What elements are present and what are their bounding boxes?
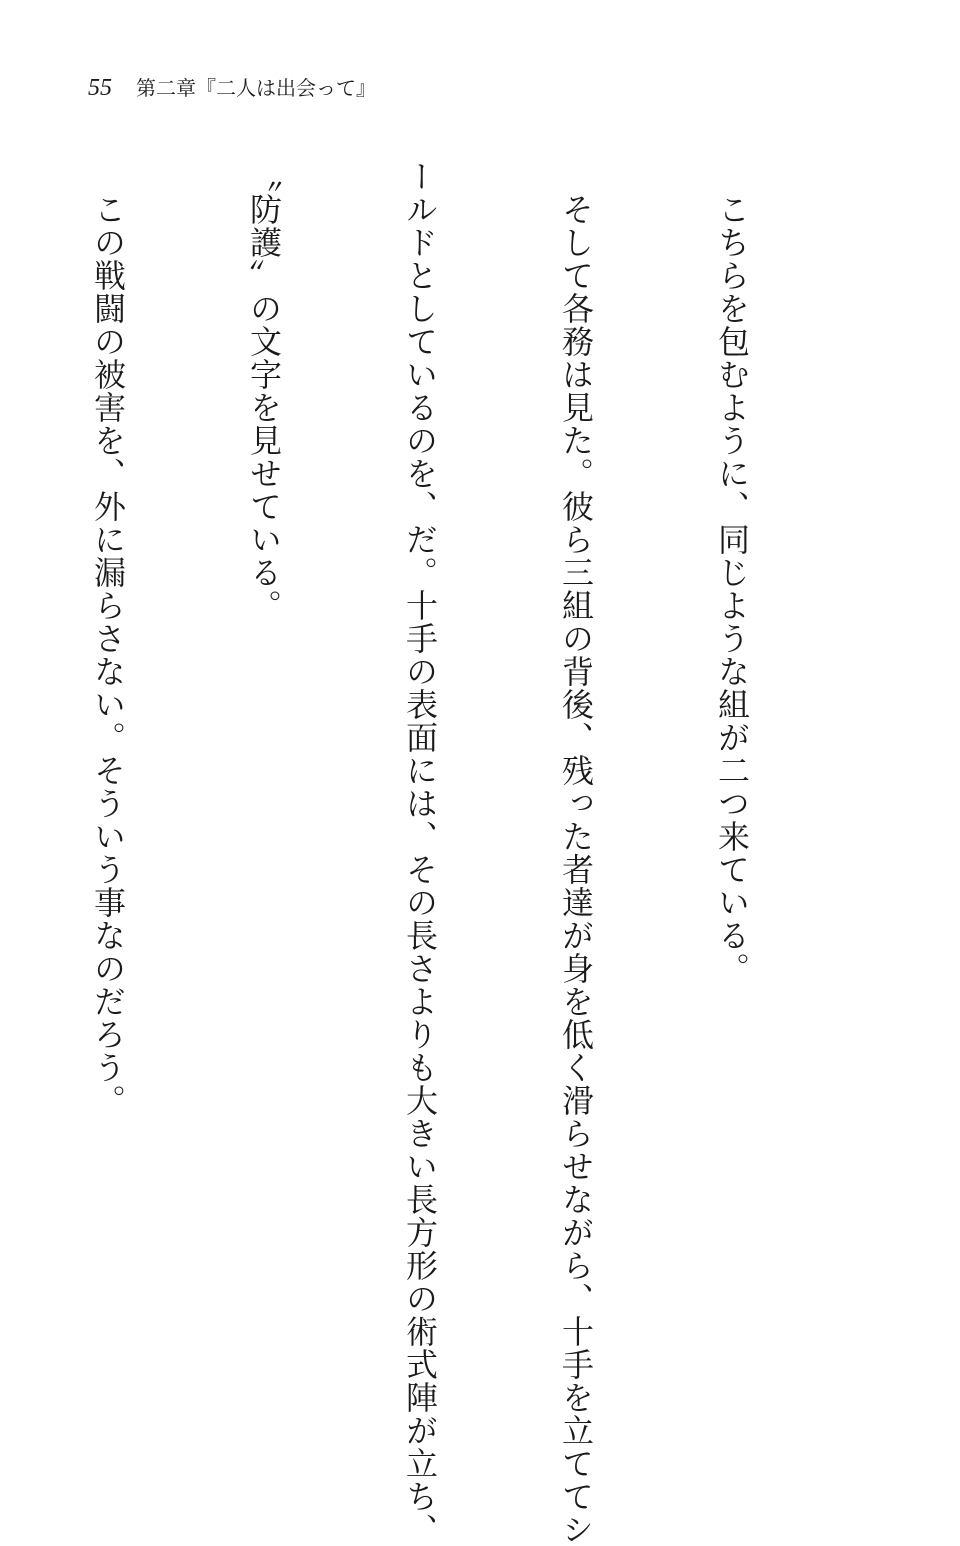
text-line: こちらを包むように、同じような組が二つ来ている。 [713,160,751,985]
text-line: この戦闘の被害を、外に漏らさない。そういう事なのだろう。 [89,160,127,1117]
text-line: 〝防護〟の文字を見せている。 [245,160,283,622]
text-line: ールドとしているのを、だ。十手の表面には、その長さよりも大きい長方形の術式陣が立ち、 [401,160,439,1546]
vertical-text-body [0,160,862,1546]
running-header [88,72,376,102]
page-number: 55 [88,75,112,101]
chapter-title: 第二章『二人は出会って』 [136,76,376,100]
text-line: そして各務は見た。彼ら三組の背後、残った者達が身を低く滑らせながら、十手を立ててシ [557,160,595,1546]
